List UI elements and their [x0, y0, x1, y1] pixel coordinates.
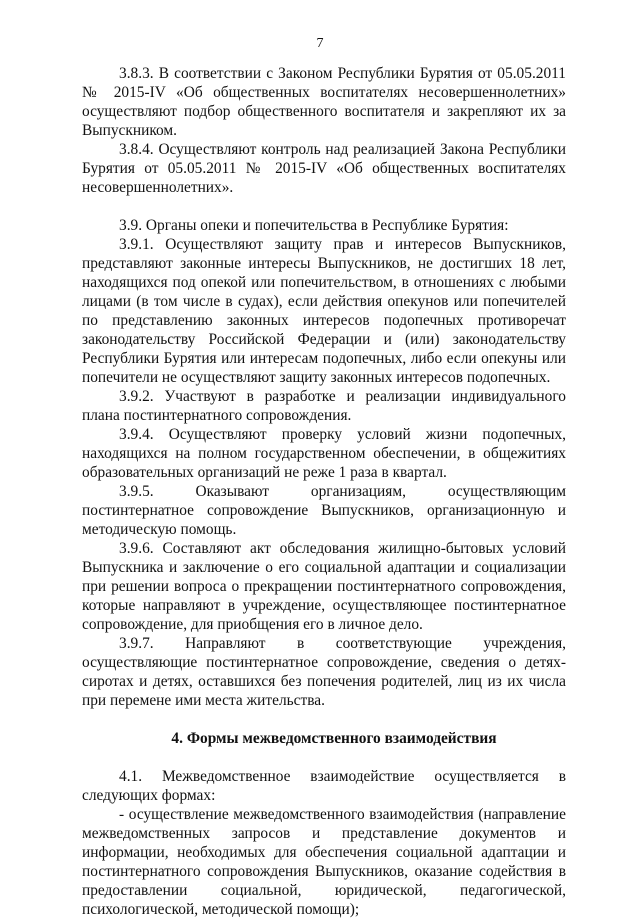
paragraph-3-8-4: 3.8.4. Осуществляют контроль над реализацией Закона Республики Бурятия от 05.05.2011 № 2015-IV «Об общественных воспитателях несовершеннолетних».	[82, 141, 566, 196]
paragraph-3-9-4: 3.9.4. Осуществляют проверку условий жизни подопечных, находящихся на полном государственном обеспечении, в общежитиях образовательных организаций не реже 1 раза в квартал.	[82, 426, 566, 481]
page-content	[82, 64, 566, 919]
paragraph-3-9-2: 3.9.2. Участвуют в разработке и реализации индивидуального плана постинтернатного сопровождения.	[82, 388, 566, 424]
section-heading-4: 4. Формы межведомственного взаимодействия	[171, 730, 497, 747]
spacer	[82, 748, 566, 767]
spacer	[82, 710, 566, 729]
paragraph-3-9-7: 3.9.7. Направляют в соответствующие учреждения, осуществляющие постинтернатное сопровождение, сведения о детях-сиротах и детях, оставшихся без попечения родителей, лиц из их числа при перемене ими места жительства.	[82, 635, 566, 709]
paragraph-4-1: 4.1. Межведомственное взаимодействие осуществляется в следующих формах:	[82, 768, 566, 804]
paragraph-3-9-5: 3.9.5. Оказывают организациям, осуществляющим постинтернатное сопровождение Выпускников, организационную и методическую помощь.	[82, 483, 566, 538]
paragraph-3-8-3: 3.8.3. В соответствии с Законом Республики Бурятия от 05.05.2011 № 2015-IV «Об общественных воспитателях несовершеннолетних» осуществляют подбор общественного воспитателя и закрепляют их за Выпускником.	[82, 65, 566, 139]
spacer	[82, 197, 566, 216]
page-number: 7	[316, 36, 324, 51]
paragraph-3-9: 3.9. Органы опеки и попечительства в Республике Бурятия:	[119, 217, 509, 234]
paragraph-3-9-1: 3.9.1. Осуществляют защиту прав и интересов Выпускников, представляют законные интересы Выпускников, не достигших 18 лет, находящихся под опекой или попечительством, в отношениях с любыми лицами (в том числе в судах), если действия опекунов или попечителей по представлению законных интересов подопечных противоречат законодательству Российской Федерации и (или) законодательству Республики Бурятия или интересам подопечных, либо если опекуны или попечители не осуществляют защиту законных интересов подопечных.	[82, 236, 566, 386]
paragraph-3-9-6: 3.9.6. Составляют акт обследования жилищно-бытовых условий Выпускника и заключение о его социальной адаптации и социализации при решении вопроса о прекращении постинтернатного сопровождения, которые направляют в учреждение, осуществляющее постинтернатное сопровождение, для приобщения его в личное дело.	[82, 540, 566, 633]
paragraph-4-1-item: - осуществление межведомственного взаимодействия (направление межведомственных запросов и представление документов и информации, необходимых для обеспечения социальной адаптации и постинтернатного сопровождения Выпускников, оказание содействия в предоставлении социальной, юридической, педагогической, психологической, методической помощи);	[82, 806, 566, 918]
